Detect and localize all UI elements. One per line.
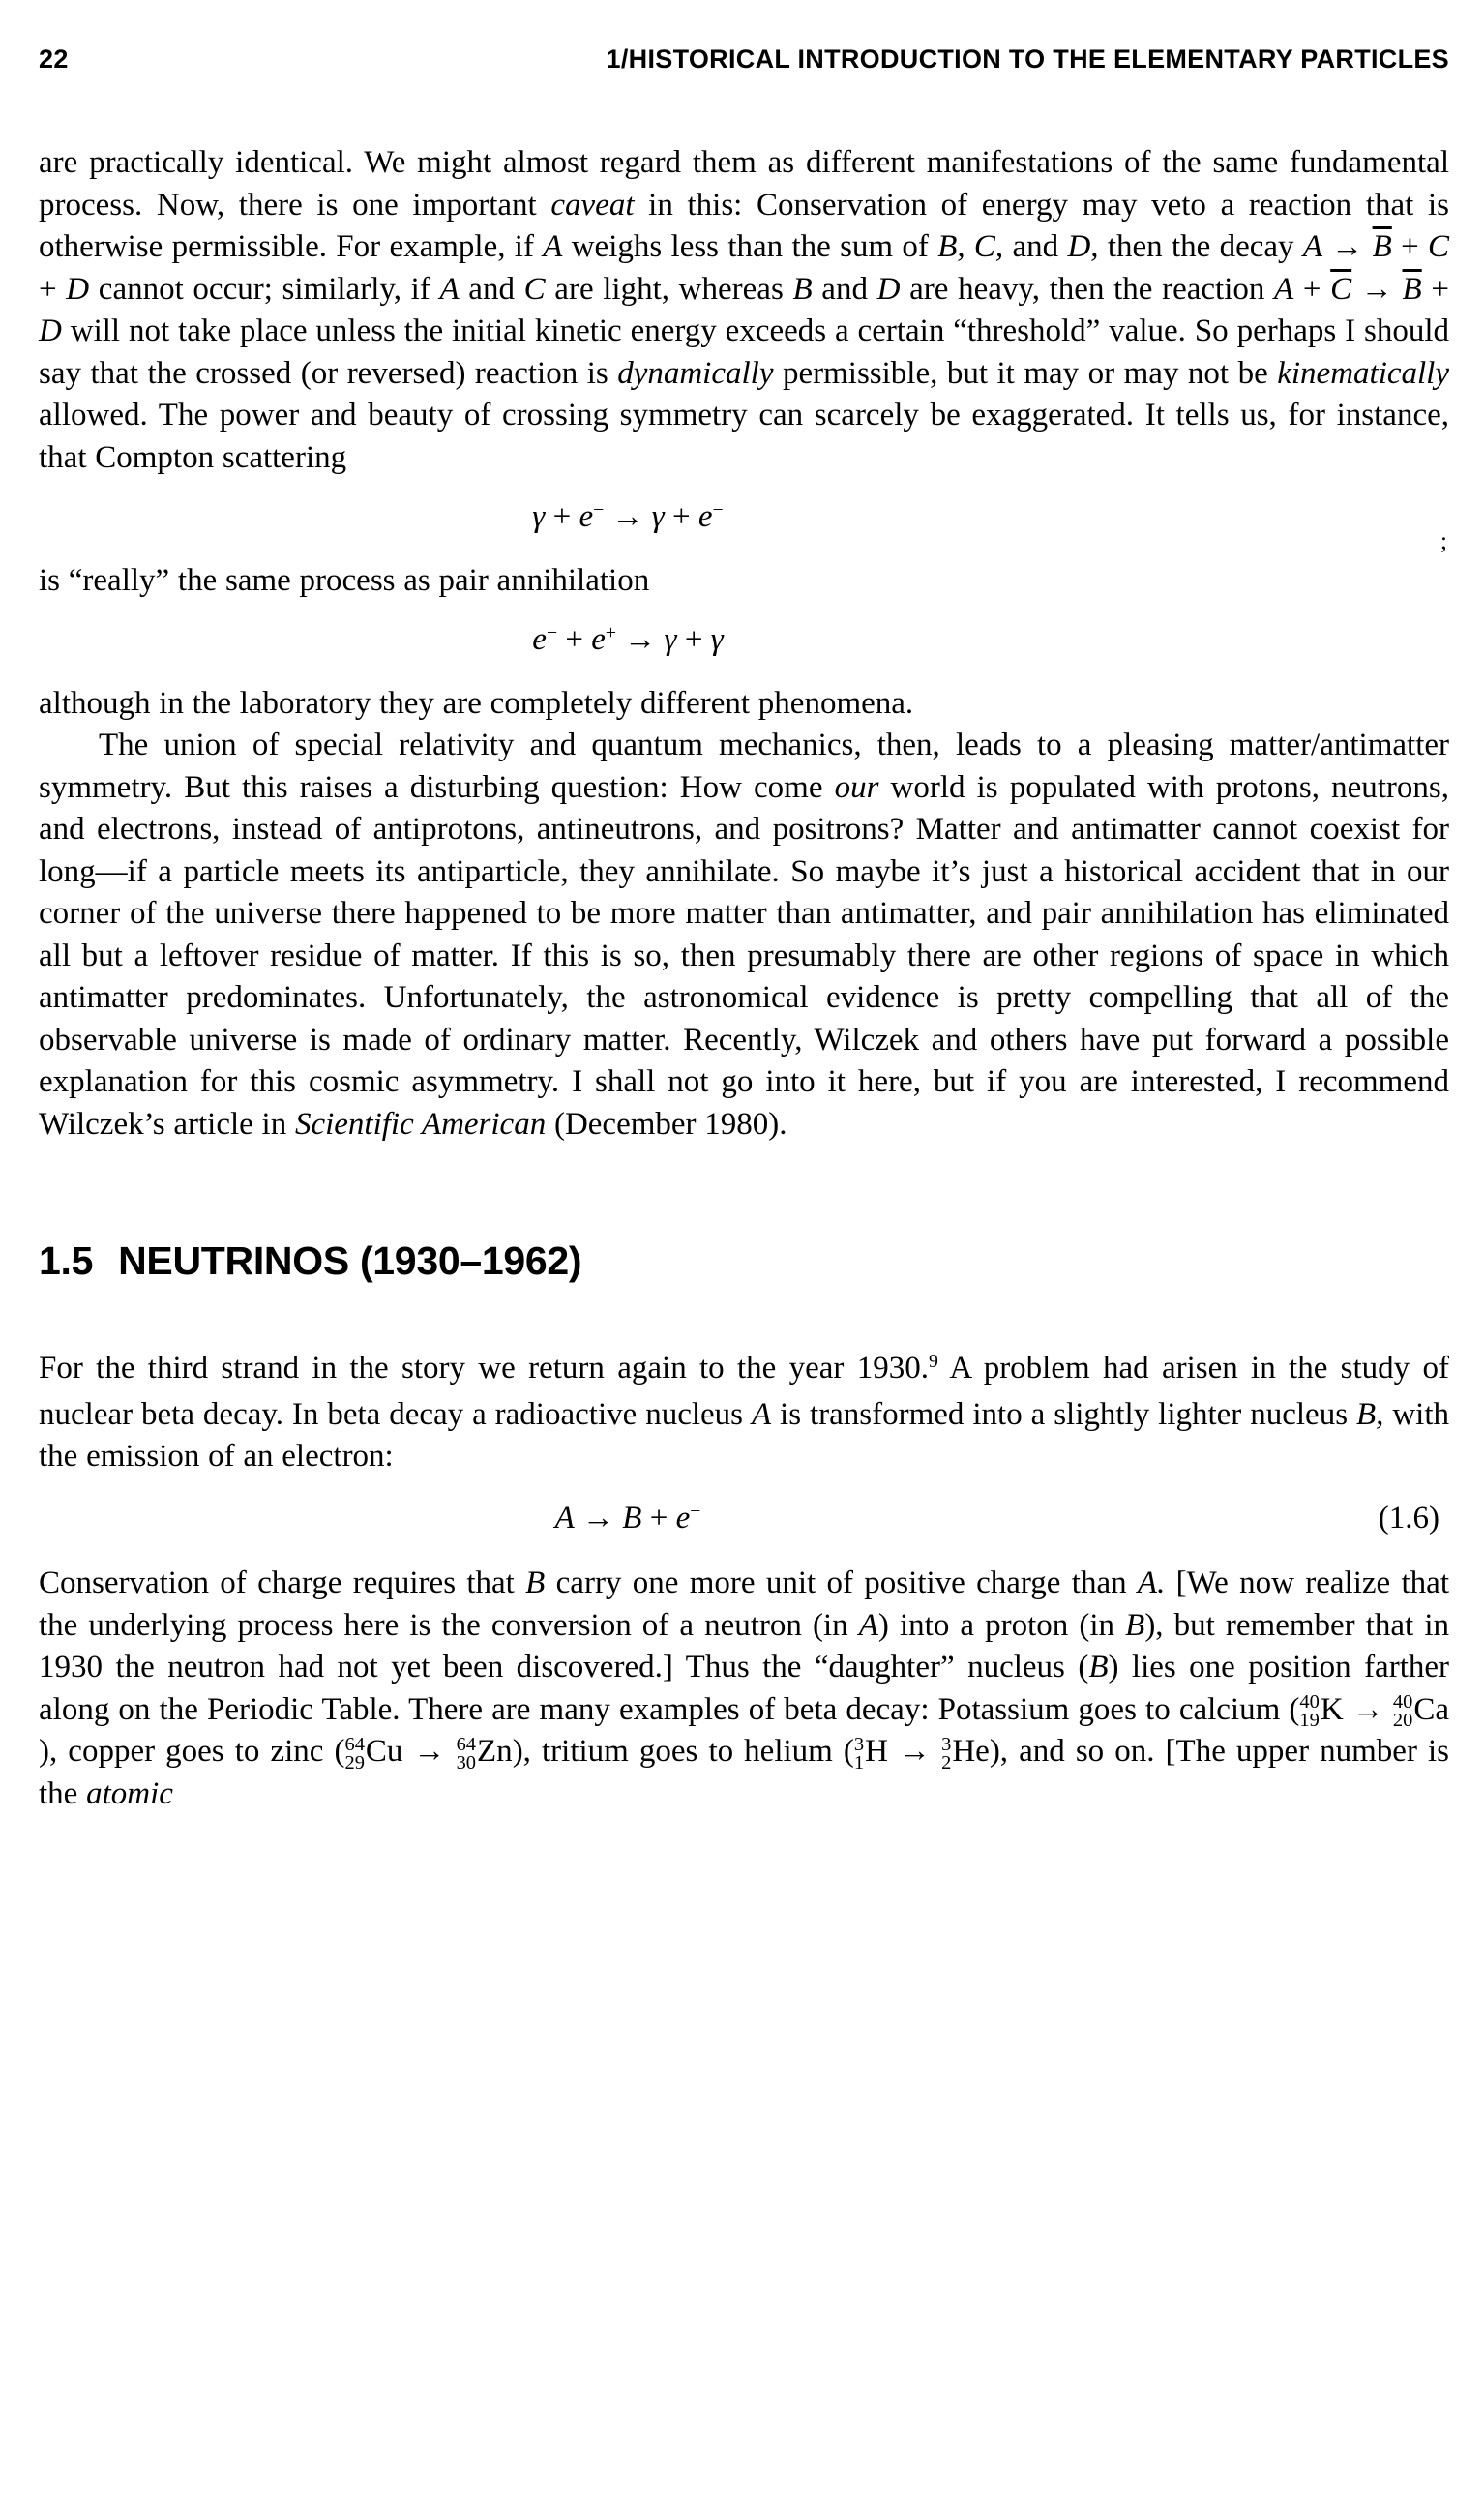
paragraph-beta-decay-intro: For the third strand in the story we return again to the year 1930.$^9$ A problem had arisen in the study of nuclear beta decay. In beta decay a radioactive nucleus A is transformed into a slightly lighter nucleus B, with the emission of an electron: [39,1351,1449,1474]
paragraph-different-phenomena: although in the laboratory they are completely different phenomena. [39,685,914,721]
paragraph-pair-annihilation-intro: is “really” the same process as pair annihilation [39,562,650,598]
equation-number-label: (1.6) [1378,1500,1439,1535]
equation-compton-scattering: γ + e− → γ + e− [532,499,724,534]
nuclide-notation: 40 20 Ca [1392,1691,1450,1732]
equation-beta-decay-row [39,1498,1449,1544]
nuclide-notation: 64 30 Zn [456,1733,513,1774]
nuclide-notation: 3 2 He [941,1733,990,1774]
page-content [39,45,1449,1815]
nuclide-notation: 64 29 Cu [344,1733,403,1774]
section-title: NEUTRINOS (1930–1962) [118,1238,582,1283]
paragraph-charge-conservation: Conservation of charge requires that B carry one more unit of positive charge than A. [We now realize that the underlying process here is the conversion of a neutron (in A) into a proton (in B), but remember that in 1930 the neutron had not yet been discovered.] Thus the “daughter” nucleus (B) lies one position farther along on the Periodic Table. There are many examples of beta decay: Potassium goes to calcium ( 40 19 K → 40 20 Ca), copper goes to zinc ( 64 29 Cu → 64 30 Zn), tritium goes to helium ( 3 1 H → 3 2 He), and so on. [The upper number is the atomic [39,1565,1450,1811]
nuclide-notation: 40 19 K [1299,1691,1344,1732]
page-header [39,45,1449,75]
running-head: 1/HISTORICAL INTRODUCTION TO THE ELEMENTARY PARTICLES [606,45,1449,74]
page-number: 22 [39,45,69,74]
section-heading-neutrinos [39,1238,1449,1284]
paragraph-crossing-symmetry: are practically identical. We might almost regard them as different manifestations of the same fundamental process. Now, there is one important caveat in this: Conservation of energy may veto a reaction that is otherwise permissible. For example, if A weighs less than the sum of B, C, and D, then the decay $A \to \overline{B} + C + D$ cannot occur; similarly, if A and C are light, whereas B and D are heavy, then the reaction $A + \overline{C} \to \overline{B} + D$ will not take place unless the initial kinetic energy exceeds a certain “threshold” value. So perhaps I should say that the crossed (or reversed) reaction is dynamically permissible, but it may or may not be kinematically allowed. The power and beauty of crossing symmetry can scarcely be exaggerated. It tells us, for instance, that Compton scattering [39,145,1450,475]
paragraph-matter-antimatter: The union of special relativity and quantum mechanics, then, leads to a pleasing matter/antimatter symmetry. But this raises a disturbing question: How come our world is populated with protons, neutrons, and electrons, instead of antiprotons, antineutrons, and positrons? Matter and antimatter cannot coexist for long—if a particle meets its antiparticle, they annihilate. So maybe it’s just a historical accident that in our corner of the universe there happened to be more matter than antimatter, and pair annihilation has eliminated all but a leftover residue of matter. If this is so, then presumably there are other regions of space in which antimatter predominates. Unfortunately, the astronomical evidence is pretty compelling that all of the observable universe is made of ordinary matter. Recently, Wilczek and others have put forward a possible explanation for this cosmic asymmetry. I shall not go into it here, but if you are interested, I recommend Wilczek’s article in Scientific American (December 1980). [39,728,1449,1142]
nuclide-notation: 3 1 H [853,1733,888,1774]
equation-beta-decay: A → B + e− [554,1500,701,1535]
section-number: 1.5 [39,1238,94,1283]
equation-pair-annihilation: e− + e+ → γ + γ [532,622,724,657]
scan-artifact-mark: ; [1440,528,1447,554]
